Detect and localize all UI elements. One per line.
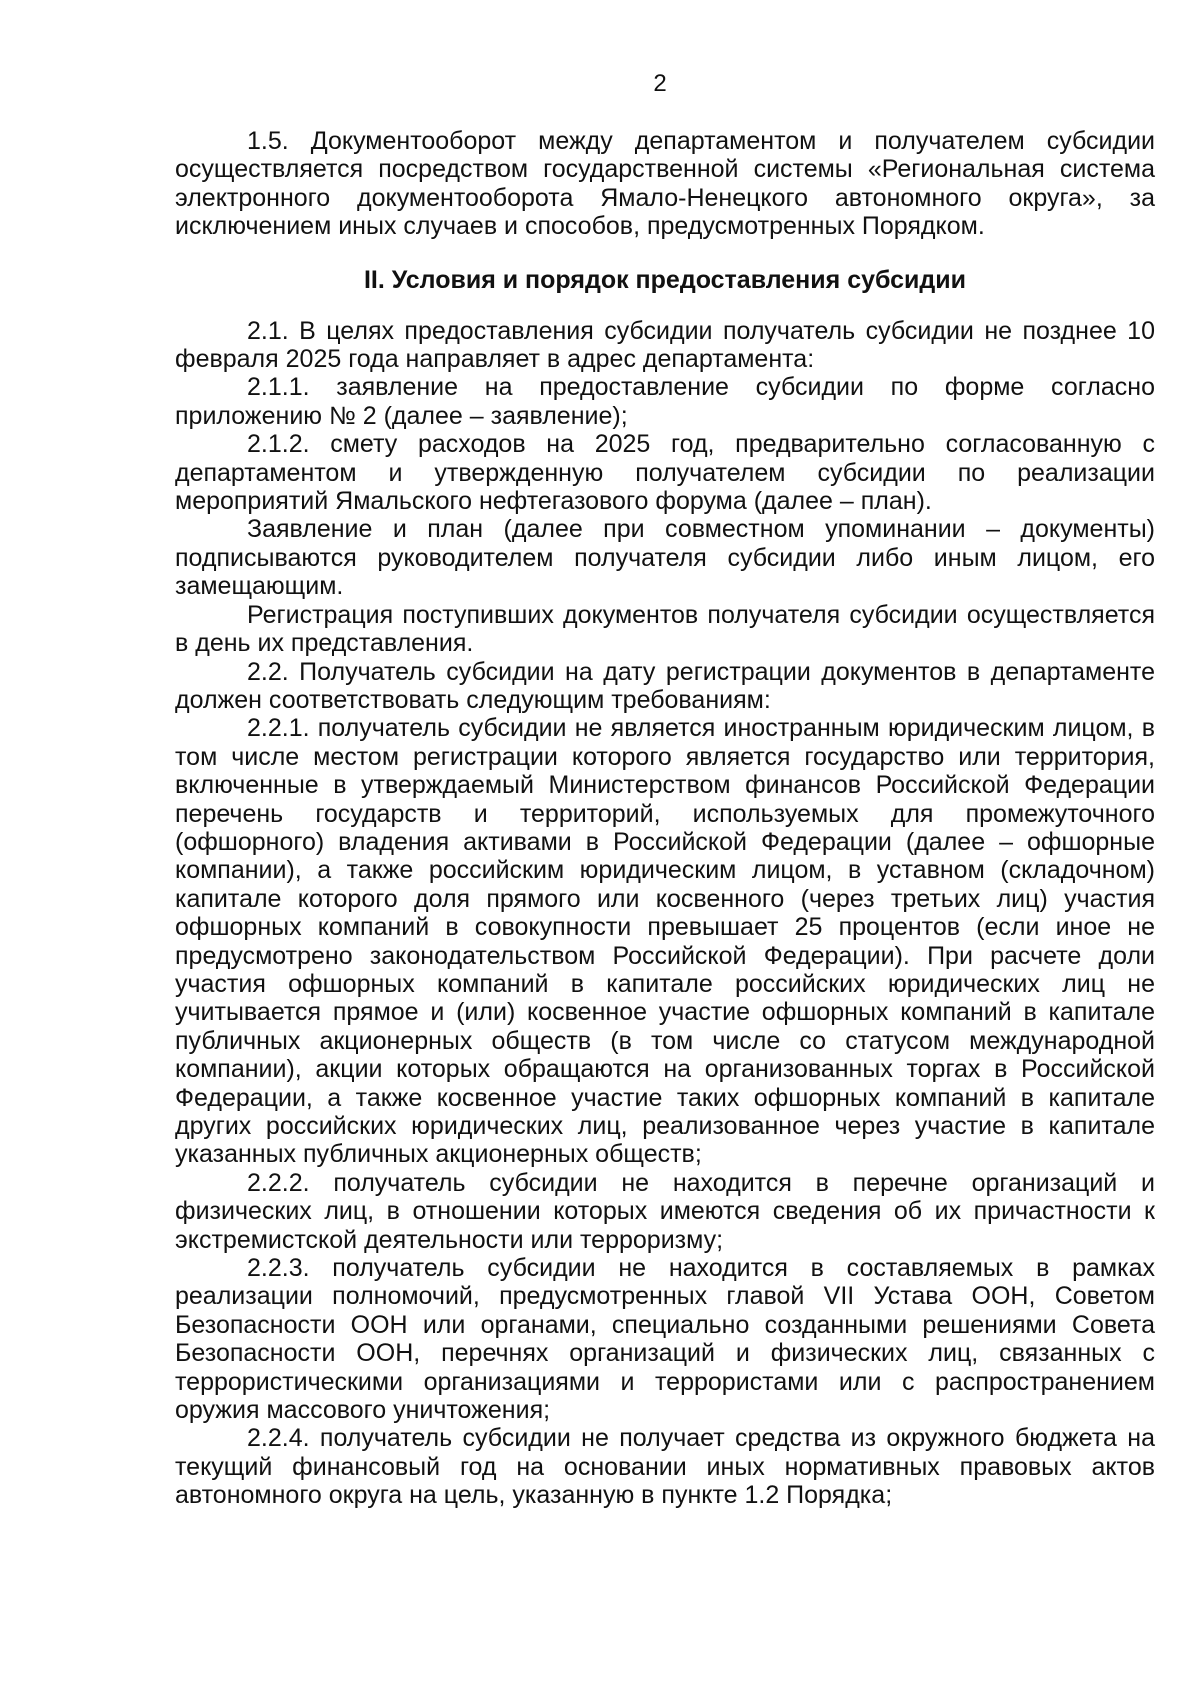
paragraph-2-1-2: 2.1.2. смету расходов на 2025 год, предварительно согласованную с департаментом и утвержденную получателем субсидии по реализации мероприятий Ямальского нефтегазового форума (далее – план). — [175, 430, 1155, 516]
paragraph-2-2-1: 2.2.1. получатель субсидии не является иностранным юридическим лицом, в том числе местом регистрации которого является государство или территория, включенные в утверждаемый Министерством финансов Российской Федерации перечень государств и территорий, используемых для промежуточного (офшорного) владения активами в Российской Федерации (далее – офшорные компании), а также российским юридическим лицом, в уставном (складочном) капитале которого доля прямого или косвенного (через третьих лиц) участия офшорных компаний в совокупности превышает 25 процентов (если иное не предусмотрено законодательством Российской Федерации). При расчете доли участия офшорных компаний в капитале российских юридических лиц не учитывается прямое и (или) косвенное участие офшорных компаний в капитале публичных акционерных обществ (в том числе со статусом международной компании), акции которых обращаются на организованных торгах в Российской Федерации, а также косвенное участие таких офшорных компаний в капитале других российских юридических лиц, реализованное через участие в капитале указанных публичных акционерных обществ; — [175, 714, 1155, 1169]
page-number: 2 — [653, 70, 667, 97]
document-body — [175, 127, 1155, 1510]
section-heading: II. Условия и порядок предоставления субсидии — [363, 265, 966, 294]
paragraph-signing: Заявление и план (далее при совместном упоминании – документы) подписываются руководителем получателя субсидии либо иным лицом, его замещающим. — [175, 515, 1155, 601]
paragraph-2-2: 2.2. Получатель субсидии на дату регистрации документов в департаменте должен соответствовать следующим требованиям: — [175, 657, 1155, 714]
paragraph-2-2-2: 2.2.2. получатель субсидии не находится в перечне организаций и физических лиц, в отношении которых имеются сведения об их причастности к экстремистской деятельности или терроризму; — [175, 1168, 1155, 1254]
paragraph-2-1-1: 2.1.1. заявление на предоставление субсидии по форме согласно приложению № 2 (далее – заявление); — [175, 373, 1155, 430]
paragraph-registration: Регистрация поступивших документов получателя субсидии осуществляется в день их представления. — [175, 600, 1155, 658]
paragraph-2-2-3: 2.2.3. получатель субсидии не находится в составляемых в рамках реализации полномочий, предусмотренных главой VII Устава ООН, Советом Безопасности ООН или органами, специально созданными решениями Совета Безопасности ООН, перечнях организаций и физических лиц, связанных с террористическими организациями и террористами или с распространением оружия массового уничтожения; — [175, 1254, 1155, 1425]
paragraph-2-1: 2.1. В целях предоставления субсидии получатель субсидии не позднее 10 февраля 2025 года направляет в адрес департамента: — [175, 316, 1155, 374]
paragraph-1-5: 1.5. Документооборот между департаментом и получателем субсидии осуществляется посредством государственной системы «Региональная система электронного документооборота Ямало-Ненецкого автономного округа», за исключением иных случаев и способов, предусмотренных Порядком. — [175, 127, 1155, 241]
paragraph-2-2-4: 2.2.4. получатель субсидии не получает средства из окружного бюджета на текущий финансовый год на основании иных нормативных правовых актов автономного округа на цель, указанную в пункте 1.2 Порядка; — [175, 1424, 1155, 1510]
